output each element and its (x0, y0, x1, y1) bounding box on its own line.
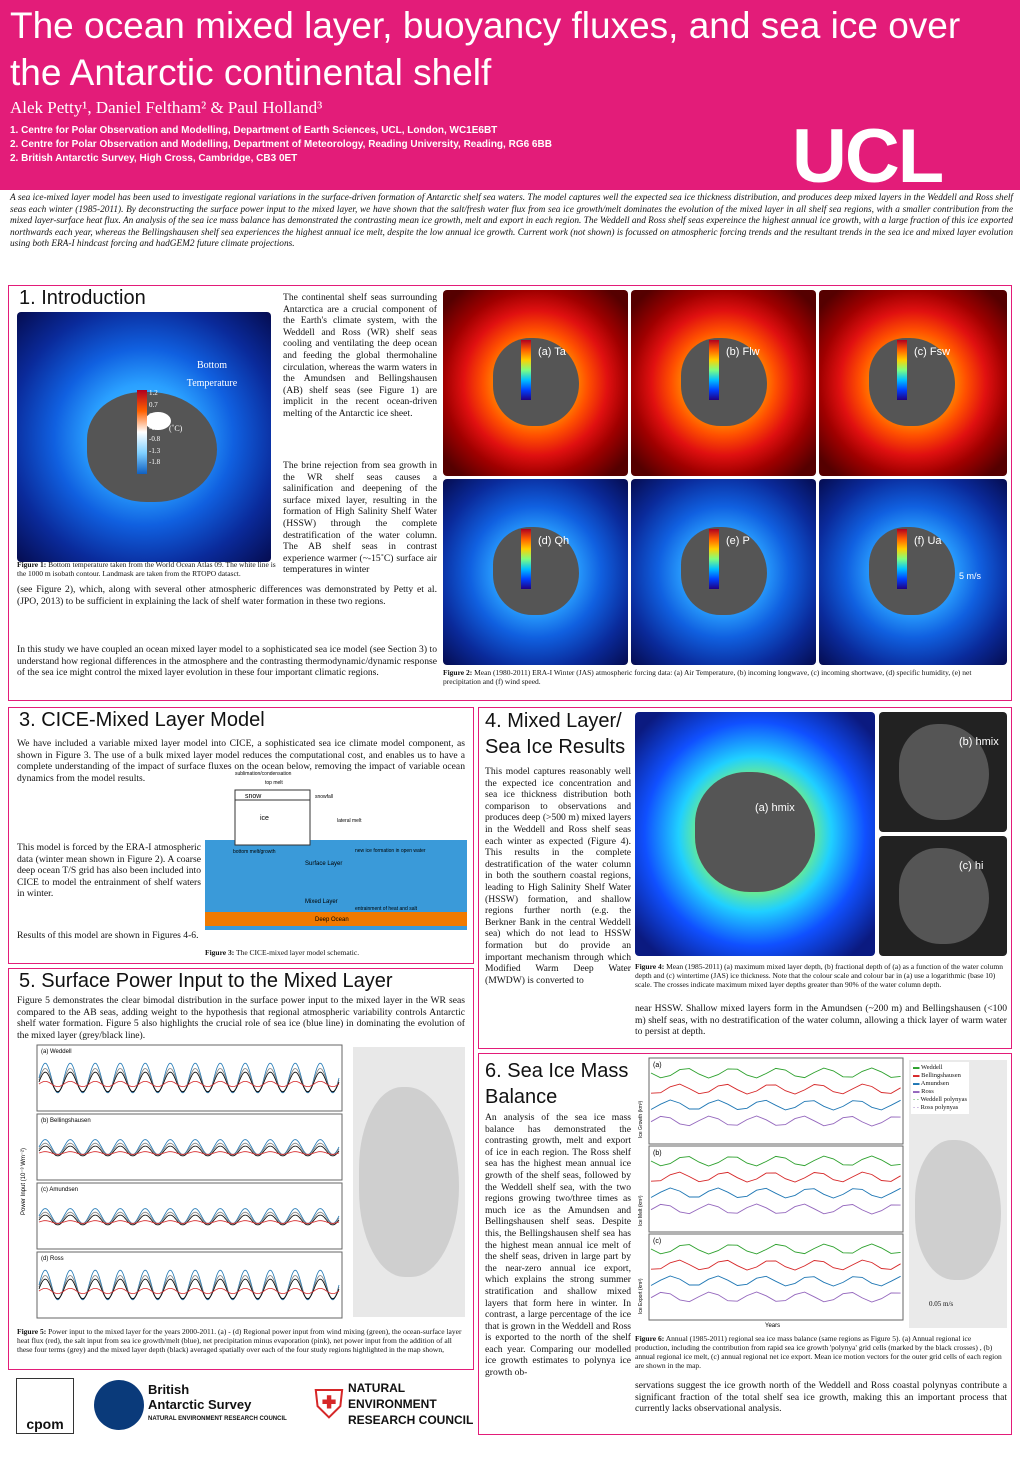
power-panel-frame (37, 1183, 342, 1249)
mixed-layer-panel (478, 707, 1012, 1049)
schematic-entrainment: entrainment of heat and salt (355, 906, 417, 912)
power-region-map (353, 1047, 465, 1317)
power-panel-label: (c) Amundsen (41, 1187, 79, 1193)
cice-paragraph-2: This model is forced by the ERA-I atmospheric data (winter mean shown in Figure 2). A coarse deep ocean T/S grid has also been included into CICE to model the entrainment of shelf waters in winter. (17, 842, 201, 900)
sea-ice-legend: ▬ Weddell ▬ Bellingshausen ▬ Amundsen ▬ Ross - - Weddell polynyas - - Ross polynyas (911, 1062, 969, 1114)
power-chart (17, 1045, 347, 1321)
schematic-surface-layer: Surface Layer (305, 861, 343, 867)
sea-ice-paragraph-1: An analysis of the sea ice mass balance has demonstrated the contrasting growth, melt and export of ice in each region. The Ross shelf sea has the highest mean annual ice growth of the shelf seas, followed by the Weddell shelf sea, with the two regions growing two/three times as much ice as the Amundsen and Bellingshausen shelf seas. Despite this, the Bellingshausen shelf sea has the highest mean annual ice melt of the shelf seas, driven in large part by the near-zero annual ice export, which explains the strong summer stratification and shallow mixed layers that form here in winter. In contrast, a large percentage of the ice that is grown in the Weddell and Ross is exported to the north of the shelf each year. Comparing our modelled ice growth estimates to polynya ice growth ob- (485, 1112, 631, 1379)
sea-ice-paragraph-2: servations suggest the ice growth north of the Weddell and Ross coastal polynyas contribute a significant fraction of the total shelf sea ice growth, making this an important process that currently lacks observational analysis. (635, 1380, 1007, 1415)
schematic-bottom: bottom melt/growth (233, 849, 276, 855)
figure-2-caption: Figure 2: Mean (1980-2011) ERA-I Winter (JAS) atmospheric forcing data: (a) Air Temperature, (b) incoming longwave, (c) incoming shortwave, (d) specific humidity, (e) net precipitation and (f) wind speed. (443, 668, 972, 686)
poster-title: The ocean mixed layer, buoyancy fluxes, and sea ice over the Antarctic continental shelf (10, 5, 961, 93)
sea-ice-panel (478, 1053, 1012, 1435)
wind-scale: 5 m/s (959, 571, 982, 581)
seaice-y-axis-label: Ice Melt (km³) (638, 1195, 644, 1226)
poster-header (0, 0, 1020, 199)
power-panel (8, 968, 474, 1370)
mixed-layer-paragraph-2: near HSSW. Shallow mixed layers form in the Amundsen (~200 m) and Bellingshausen (<100 m) shelf seas, with no destratification of the water column, allowing a thick layer of warm water to persist at depth. (635, 1003, 1007, 1038)
seaice-panel-label: (b) (653, 1150, 662, 1157)
schematic-ice: ice (260, 815, 269, 822)
schematic-frazil: new ice formation in open water (355, 848, 426, 854)
seaice-panel-label: (c) (653, 1238, 662, 1245)
seaice-x-axis-label: Years (765, 1323, 781, 1329)
power-y-axis-label: Power Input (10⁻³ Wm⁻²) (21, 1147, 27, 1215)
bottom-temperature-map (17, 312, 271, 562)
ice-motion-scale: 0.05 m/s (929, 1300, 954, 1308)
figure-6-caption: Figure 6: Annual (1985-2011) regional sea ice mass balance (same regions as Figure 5). (a) Annual regional ice production, including the contribution from rapid sea ice growth 'polynya' grid cells (marked by the black crosses) , (b) annual regional ice melt, (c) annual regional net ice export. Mean ice motion vectors for the outer grid cells of each region are shown in the map. (635, 1334, 1002, 1370)
schematic-top-melt: top melt (265, 780, 283, 786)
nerc-logo-text: NATURAL ENVIRONMENT RESEARCH COUNCIL (348, 1381, 474, 1427)
seaice-y-axis-label: Ice Export (km³) (638, 1278, 644, 1314)
intro-paragraph-4: In this study we have coupled an ocean mixed layer model to a sophisticated sea ice model (see Section 3) to understand how regional differences in the atmosphere and the contrasting thermodynamic/dynamic response of the sea ice might control the mixed layer evolution in these four important climatic regions. (17, 644, 437, 679)
ucl-logo: UCL (792, 114, 943, 199)
fig2-panel-f: (f) Ua 5 m/s (819, 479, 1007, 665)
schematic-snowfall: snowfall (315, 794, 334, 800)
colorbar-ticks: 1.2 0.7 0.2 -0.3 -0.8 -1.3 -1.8 (149, 389, 161, 466)
figure-1-caption: Figure 1: Bottom temperature taken from the World Ocean Atlas 09. The white line is the 1000 m isobath contour. Landmask are taken from the RTOPO datasct. (17, 560, 276, 578)
cice-paragraph-1a: We have included a variable mixed layer model into CICE, a sophisticated sea ice climate model component, as shown in Figure 3. The use of a bulk mixed layer model reduces the computational cost, and enables us to have a complete understanding of the impact of surface fluxes on the ocean below, removing the impact of variable ocean dynamics from the model results. (17, 738, 465, 784)
fig2-panel-d: (d) Qh (443, 479, 628, 665)
schematic-deep-ocean: Deep Ocean (315, 917, 349, 923)
figure-4-caption: Figure 4: Mean (1985-2011) (a) maximum mixed layer depth, (b) fractional depth of (a) as a function of the water column depth and (c) wintertime (JAS) ice thickness. Note that the colour scale and colour bar in (a) use a logarithmic (base 10) scale. The crosses indicate maximum mixed layer depths greater than 90% of the water column depth. (635, 962, 1004, 989)
schematic-snow: snow (245, 793, 262, 800)
figure-5-caption: Figure 5: Power input to the mixed layer for the years 2000-2011. (a) - (d) Regional power input from wind mixing (green), the ocean-surface layer heat flux (red), the salt input from sea ice growth/melt (blue), net precipitation minus evaporation (pink), net power input from the addition of all these four terms (grey) and the mixed layer depth (black) averaged spatially over each of the four study regions highlighted in the map shown, (17, 1327, 462, 1354)
abstract: A sea ice-mixed layer model has been used to investigate regional variations in the surface-driven formation of Antarctic shelf sea waters. The model captures well the expected sea ice thickness distribution, and produces deep mixed layers in the Weddell and Ross shelf seas each winter (1985-2011). By deconstructing the surface power input to the mixed layer, we have shown that the salt/fresh water flux from sea ice growth/melt dominates the evolution of the mixed layer in all shelf sea regions, with a smaller contribution from the mixed layer-surface heat flux. An analysis of the sea ice mass balance has demonstrated the contrasting mean ice growth, melt and export in each region. The Weddell and Ross shelf seas expereince the highest annual ice growth, with a large fraction of this ice exported northwards each year, whereas the Bellingshausen shelf sea experiences the highest annual ice melt, despite the low annual ice growth. Current work (not shown) is focussed on atmospheric forcing trends and the resultant trends in the sea ice and mixed layer evolution using both ERA-I hindcast forcing and hadGEM2 future climate projections. (10, 193, 1014, 250)
sea-ice-chart (635, 1058, 905, 1328)
fig2-panel-a: (a) Ta (443, 290, 628, 476)
fig2-panel-b: (b) Flw (631, 290, 816, 476)
logo-bar (8, 1374, 474, 1438)
introduction-heading: 1. Introduction (19, 287, 146, 309)
nerc-logo-icon: ⛨ (314, 1382, 344, 1427)
fig4-panel-b: (b) hmix (879, 712, 1007, 832)
colorbar (137, 390, 147, 474)
schematic-lateral: lateral melt (337, 818, 362, 824)
power-panel-label: (d) Ross (41, 1256, 64, 1262)
seaice-y-axis-label: Ice Growth (km³) (638, 1100, 644, 1138)
fig4-panel-a: (a) hmix (635, 712, 875, 956)
intro-paragraph-2: The brine rejection from sea growth in the WR shelf seas causes a salinification and deepening of the surface mixed layer, resulting in the formation of High Salinity Shelf Water (HSSW) through the complete destratification of the water column. The AB shelf seas in contrast experience warmer (~-15˚C) surface air temperatures in winter (283, 460, 437, 576)
affiliation-1: 1. Centre for Polar Observation and Modelling, Department of Earth Sciences, UCL, London, WC1E6BT (10, 125, 498, 136)
fig2-panel-e: (e) P (631, 479, 816, 665)
schematic-sublimation: sublimation/condensation (235, 771, 292, 777)
seaice-panel-label: (a) (653, 1062, 662, 1069)
mixed-layer-paragraph-1: This model captures reasonably well the expected ice concentration and sea ice thickness distribution both comparison to observations and produces deep (>500 m) mixed layers in the Weddell and Ross shelf seas each winter as expected (Figure 4). This results in the complete destratification of the water column in both the southern coastal regions, leading to High Salinity Shelf Water (HSSW) formation, and shallow regions further north (e.g. the Berkner Bank in the central Weddell sea) which do not lead to HSSW formation but do provide an important mechanism through which Modified Warm Deep Water (MWDW) is converted to (485, 766, 631, 986)
intro-paragraph-1: The continental shelf seas surrounding Antarctica are a crucial component of the Earth's climate system, with the Weddell and Ross (WR) shelf seas cooling and ventilating the deep ocean and feeding the global thermohaline circulation, whereas the warm waters in the Amundsen and Bellingshausen (AB) shelf seas (see Figure 1) are implicit in the recent ocean-driven melting of the Antarctic ice sheet. (283, 292, 437, 419)
cice-schematic (205, 770, 467, 952)
introduction-panel (8, 285, 1012, 701)
cice-panel (8, 707, 474, 964)
cice-paragraph-3: Results of this model are shown in Figures 4-6. (17, 930, 199, 941)
map-label: Bottom Temperature (186, 360, 238, 389)
sea-ice-heading: 6. Sea Ice Mass Balance (485, 1060, 629, 1108)
mixed-layer-heading: 4. Mixed Layer/ Sea Ice Results (485, 710, 626, 758)
intro-paragraph-3: (see Figure 2), which, along with several other atmospheric differences was demonstrated by Petty et al. (JPO, 2013) to be sufficient in explaining the lack of shelf water formation in these two regions. (17, 584, 437, 607)
fig4-panel-c: (c) hi (879, 836, 1007, 956)
affiliation-3: 2. British Antarctic Survey, High Cross, Cambridge, CB3 0ET (10, 153, 298, 164)
bas-logo-text: British Antarctic Survey NATURAL ENVIRONMENT RESEARCH COUNCIL (148, 1382, 287, 1422)
fig2-panel-c: (c) Fsw (819, 290, 1007, 476)
affiliation-2: 2. Centre for Polar Observation and Modelling, Department of Meteorology, Reading University, Reading, RG6 6BB (10, 139, 552, 150)
power-panel-label: (a) Weddell (41, 1049, 72, 1055)
power-heading: 5. Surface Power Input to the Mixed Layer (19, 970, 393, 992)
authors: Alek Petty¹, Daniel Feltham² & Paul Holland³ (10, 98, 323, 117)
figure-3-caption: Figure 3: The CICE-mixed layer model schematic. (205, 948, 360, 957)
schematic-mixed-layer: Mixed Layer (305, 899, 338, 905)
cice-paragraph-1b (17, 763, 201, 821)
power-paragraph: Figure 5 demonstrates the clear bimodal distribution in the surface power input to the mixed layer in the WR seas compared to the AB seas, adding weight to the hypothesis that regional atmospheric variability controls Antarctic shelf water formation. Figure 5 also highlights the crucial role of sea ice (blue line) in dominating the evolution of the mixed layer (grey/black line). (17, 995, 465, 1041)
affiliations (10, 124, 552, 166)
bas-logo-icon (94, 1380, 144, 1430)
colorbar-unit: (˚C) (169, 424, 183, 433)
cice-heading: 3. CICE-Mixed Layer Model (19, 709, 265, 731)
cpom-logo: cpom (16, 1378, 74, 1434)
power-panel-label: (b) Bellingshausen (41, 1118, 91, 1124)
